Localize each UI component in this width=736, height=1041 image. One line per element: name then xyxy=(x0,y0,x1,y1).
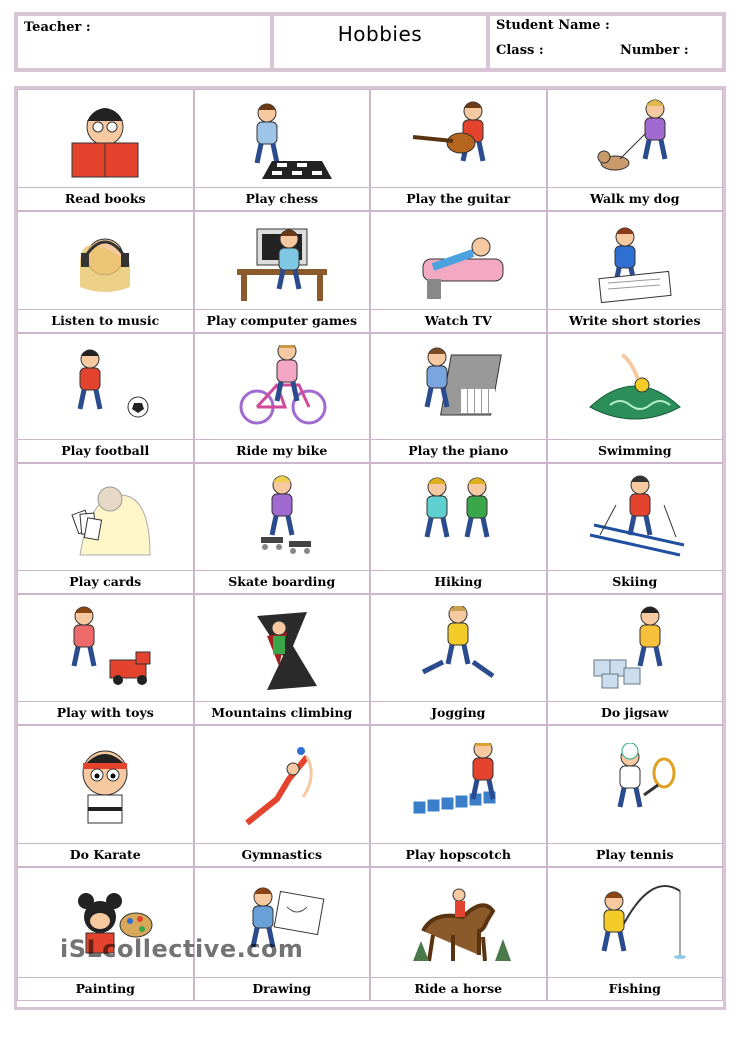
hobby-label: Skate boarding xyxy=(195,570,370,593)
guitar-icon xyxy=(371,90,546,187)
hobby-card xyxy=(194,867,371,1001)
hobby-label: Play computer games xyxy=(195,309,370,332)
swimming-icon xyxy=(548,334,723,439)
hobby-label: Skiing xyxy=(548,570,723,593)
teacher-box xyxy=(18,16,270,68)
fishing-icon xyxy=(548,868,723,977)
hobby-card xyxy=(17,867,194,1001)
hobby-label: Painting xyxy=(18,977,193,1000)
hobby-label: Play tennis xyxy=(548,843,723,866)
hobby-card xyxy=(547,211,724,333)
teacher-label: Teacher : xyxy=(24,20,91,35)
cards-icon xyxy=(18,464,193,570)
student-box xyxy=(486,16,722,68)
piano-icon xyxy=(371,334,546,439)
hobby-label: Ride my bike xyxy=(195,439,370,462)
hobby-label: Drawing xyxy=(195,977,370,1000)
writing-icon xyxy=(548,212,723,309)
hobby-label: Do jigsaw xyxy=(548,701,723,724)
title-box xyxy=(270,16,486,68)
karate-icon xyxy=(18,726,193,843)
hobby-label: Read books xyxy=(18,187,193,210)
gymnastics-icon xyxy=(195,726,370,843)
hobby-label: Play the guitar xyxy=(371,187,546,210)
football-icon xyxy=(18,334,193,439)
climbing-icon xyxy=(195,595,370,701)
hobby-card xyxy=(547,89,724,211)
hobby-label: Ride a horse xyxy=(371,977,546,1000)
hobby-card xyxy=(194,333,371,463)
horse-icon xyxy=(371,868,546,977)
hobby-card xyxy=(547,594,724,725)
hobby-label: Play football xyxy=(18,439,193,462)
hobby-card xyxy=(370,725,547,867)
class-label: Class : xyxy=(496,43,544,58)
hobby-label: Play with toys xyxy=(18,701,193,724)
page-title: Hobbies xyxy=(337,22,423,46)
hopscotch-icon xyxy=(371,726,546,843)
hobby-label: Write short stories xyxy=(548,309,723,332)
hobby-label: Hiking xyxy=(371,570,546,593)
chess-icon xyxy=(195,90,370,187)
worksheet-header xyxy=(14,12,726,72)
skiing-icon xyxy=(548,464,723,570)
hobbies-grid xyxy=(14,86,726,1010)
hobby-card xyxy=(547,867,724,1001)
hobby-label: Play cards xyxy=(18,570,193,593)
hobby-card xyxy=(17,463,194,594)
skates-icon xyxy=(195,464,370,570)
hiking-icon xyxy=(371,464,546,570)
hobby-card xyxy=(17,725,194,867)
hobby-label: Mountains climbing xyxy=(195,701,370,724)
hobby-label: Gymnastics xyxy=(195,843,370,866)
hobby-card xyxy=(17,594,194,725)
hobby-label: Watch TV xyxy=(371,309,546,332)
dog-walking-icon xyxy=(548,90,723,187)
hobby-card xyxy=(194,725,371,867)
bike-icon xyxy=(195,334,370,439)
headphones-icon xyxy=(18,212,193,309)
hobby-card xyxy=(194,89,371,211)
hobby-label: Walk my dog xyxy=(548,187,723,210)
number-label: Number : xyxy=(620,43,689,58)
hobby-label: Play hopscotch xyxy=(371,843,546,866)
hobby-card xyxy=(17,211,194,333)
hobby-card xyxy=(547,725,724,867)
tennis-icon xyxy=(548,726,723,843)
hobby-card xyxy=(370,89,547,211)
computer-icon xyxy=(195,212,370,309)
hobby-label: Do Karate xyxy=(18,843,193,866)
jigsaw-icon xyxy=(548,595,723,701)
hobby-card xyxy=(370,211,547,333)
hobby-card xyxy=(370,463,547,594)
reading-book-icon xyxy=(18,90,193,187)
hobby-card xyxy=(370,333,547,463)
watermark: iSLcollective.com xyxy=(60,935,304,963)
hobby-label: Play the piano xyxy=(371,439,546,462)
hobby-label: Jogging xyxy=(371,701,546,724)
hobby-card xyxy=(17,89,194,211)
hobby-card xyxy=(547,463,724,594)
hobby-card xyxy=(194,594,371,725)
hobby-label: Listen to music xyxy=(18,309,193,332)
hobby-label: Play chess xyxy=(195,187,370,210)
jogging-icon xyxy=(371,595,546,701)
hobby-card xyxy=(194,463,371,594)
tv-icon xyxy=(371,212,546,309)
hobby-card xyxy=(370,867,547,1001)
hobby-label: Swimming xyxy=(548,439,723,462)
hobby-card xyxy=(194,211,371,333)
hobby-card xyxy=(547,333,724,463)
hobby-card xyxy=(370,594,547,725)
hobby-label: Fishing xyxy=(548,977,723,1000)
toy-truck-icon xyxy=(18,595,193,701)
student-name-label: Student Name : xyxy=(496,18,610,33)
hobby-card xyxy=(17,333,194,463)
